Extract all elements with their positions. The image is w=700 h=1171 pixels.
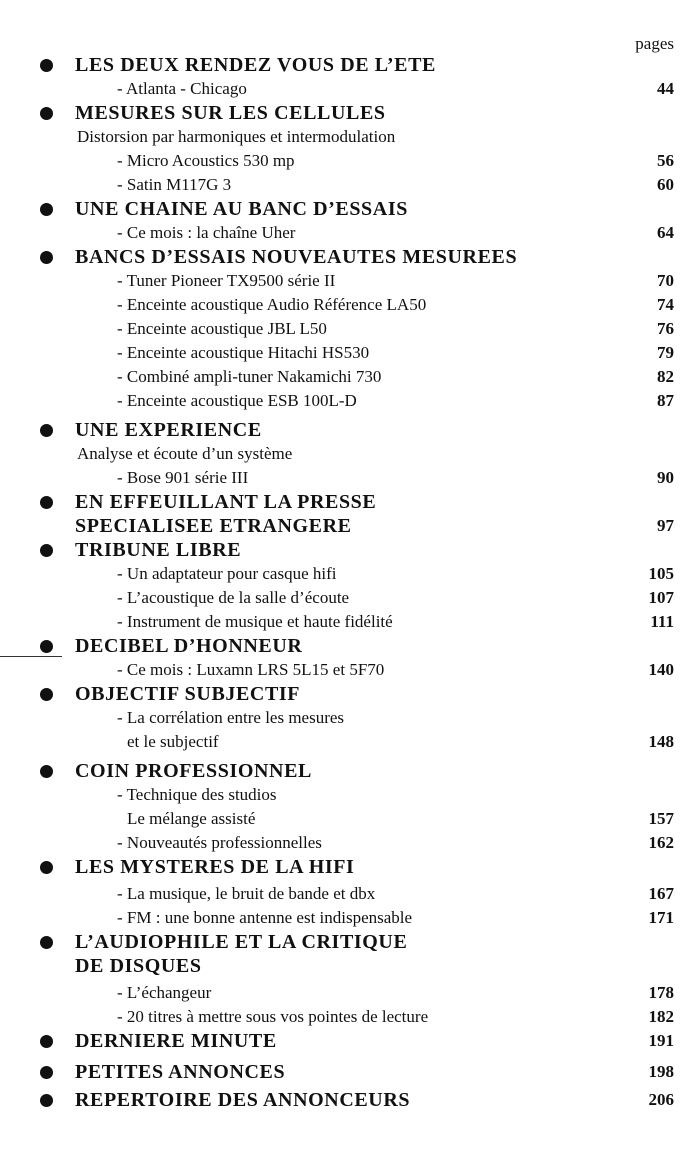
entry-label: - Micro Acoustics 530 mp (117, 151, 295, 170)
page-number: 157 (648, 809, 674, 828)
section-heading (0, 1060, 700, 1084)
page-number: 140 (648, 660, 674, 679)
toc-entry (0, 466, 700, 490)
toc-entry (0, 221, 700, 245)
entry-label: - Nouveautés professionnelles (117, 833, 322, 852)
section-heading (0, 514, 700, 538)
section-heading (0, 1029, 700, 1053)
page-number: 97 (657, 516, 674, 535)
entry-label: - Technique des studios (117, 785, 277, 804)
entry-label: - Combiné ampli-tuner Nakamichi 730 (117, 367, 382, 386)
page-number: 74 (657, 295, 674, 314)
section-title: REPERTOIRE DES ANNONCEURS (75, 1089, 411, 1111)
section-heading (0, 53, 700, 77)
toc-entry (0, 365, 700, 389)
bullet-icon (40, 936, 53, 949)
entry-label: - Enceinte acoustique Audio Référence LA50 (117, 295, 427, 314)
bullet-icon (40, 640, 53, 653)
section-title: COIN PROFESSIONNEL (75, 760, 312, 782)
toc-entry (0, 658, 700, 682)
entry-label: - Atlanta - Chicago (117, 79, 247, 98)
page-number: 82 (657, 367, 674, 386)
toc-entry (0, 807, 700, 831)
section-title: L’AUDIOPHILE ET LA CRITIQUE (75, 931, 408, 953)
bullet-icon (40, 1094, 53, 1107)
entry-label: - Ce mois : Luxamn LRS 5L15 et 5F70 (117, 660, 385, 679)
section-heading (0, 682, 700, 706)
toc-entry (0, 783, 700, 807)
table-of-contents (0, 53, 700, 1112)
section-heading (0, 101, 700, 125)
entry-label: - L’échangeur (117, 983, 212, 1002)
toc-entry (0, 77, 700, 101)
page-number: 44 (657, 79, 674, 98)
section-title: DERNIERE MINUTE (75, 1030, 277, 1052)
entry-label: Distorsion par harmoniques et intermodulation (77, 127, 396, 146)
page-number: 111 (650, 612, 674, 631)
bullet-icon (40, 765, 53, 778)
section-title: EN EFFEUILLANT LA PRESSE (75, 491, 377, 513)
toc-entry (0, 173, 700, 197)
entry-label: - Satin M117G 3 (117, 175, 232, 194)
toc-entry (0, 981, 700, 1005)
page-number: 90 (657, 468, 674, 487)
entry-label: Analyse et écoute d’un système (77, 444, 293, 463)
entry-label: et le subjectif (127, 732, 219, 751)
section-heading (0, 930, 700, 954)
entry-label: - Instrument de musique et haute fidélité (117, 612, 393, 631)
entry-label: - Enceinte acoustique JBL L50 (117, 319, 327, 338)
section-heading (0, 759, 700, 783)
section-title: SPECIALISEE ETRANGERE (75, 515, 352, 537)
entry-label: - Un adaptateur pour casque hifi (117, 564, 337, 583)
page-number: 167 (648, 884, 674, 903)
entry-label: - 20 titres à mettre sous vos pointes de lecture (117, 1007, 429, 1026)
bullet-icon (40, 544, 53, 557)
bullet-icon (40, 251, 53, 264)
page-number: 162 (648, 833, 674, 852)
bullet-icon (40, 496, 53, 509)
section-description (0, 442, 700, 466)
section-heading (0, 538, 700, 562)
entry-label: - Enceinte acoustique Hitachi HS530 (117, 343, 370, 362)
toc-entry (0, 1005, 700, 1029)
section-description (0, 125, 700, 149)
page-number: 182 (648, 1007, 674, 1026)
page-number: 76 (657, 319, 674, 338)
toc-entry (0, 293, 700, 317)
toc-entry (0, 562, 700, 586)
toc-entry (0, 730, 700, 754)
toc-entry (0, 341, 700, 365)
page-number: 198 (648, 1062, 674, 1081)
bullet-icon (40, 203, 53, 216)
toc-entry (0, 317, 700, 341)
pages-column-header: pages (635, 34, 674, 53)
entry-label: - La musique, le bruit de bande et dbx (117, 884, 376, 903)
section-heading (0, 855, 700, 879)
toc-entry (0, 610, 700, 634)
section-heading (0, 634, 700, 658)
section-title: BANCS D’ESSAIS NOUVEAUTES MESUREES (75, 246, 518, 268)
bullet-icon (40, 424, 53, 437)
section-title: OBJECTIF SUBJECTIF (75, 683, 301, 705)
page-number: 70 (657, 271, 674, 290)
section-title: UNE CHAINE AU BANC D’ESSAIS (75, 198, 408, 220)
page-number: 107 (648, 588, 674, 607)
section-heading (0, 954, 700, 978)
section-title: DE DISQUES (75, 955, 202, 977)
entry-label: - Enceinte acoustique ESB 100L-D (117, 391, 357, 410)
entry-label: - FM : une bonne antenne est indispensable (117, 908, 413, 927)
page-number: 105 (648, 564, 674, 583)
page-number: 178 (648, 983, 674, 1002)
toc-entry (0, 586, 700, 610)
section-heading (0, 245, 700, 269)
entry-label: Le mélange assisté (127, 809, 256, 828)
page-number: 64 (657, 223, 674, 242)
entry-label: - Tuner Pioneer TX9500 série II (117, 271, 336, 290)
section-title: PETITES ANNONCES (75, 1061, 286, 1083)
bullet-icon (40, 861, 53, 874)
entry-label: - La corrélation entre les mesures (117, 708, 345, 727)
section-heading (0, 197, 700, 221)
page-number: 56 (657, 151, 674, 170)
section-heading (0, 1088, 700, 1112)
toc-entry (0, 149, 700, 173)
section-heading (0, 418, 700, 442)
section-title: MESURES SUR LES CELLULES (75, 102, 386, 124)
section-title: TRIBUNE LIBRE (75, 539, 242, 561)
toc-entry (0, 269, 700, 293)
entry-label: - L’acoustique de la salle d’écoute (117, 588, 350, 607)
entry-label: - Bose 901 série III (117, 468, 249, 487)
toc-entry (0, 831, 700, 855)
section-title: LES DEUX RENDEZ VOUS DE L’ETE (75, 54, 436, 76)
toc-entry (0, 906, 700, 930)
section-title: UNE EXPERIENCE (75, 419, 262, 441)
section-heading (0, 490, 700, 514)
page-number: 79 (657, 343, 674, 362)
toc-entry (0, 389, 700, 413)
section-title: LES MYSTERES DE LA HIFI (75, 856, 355, 878)
bullet-icon (40, 1035, 53, 1048)
bullet-icon (40, 107, 53, 120)
entry-label: - Ce mois : la chaîne Uher (117, 223, 296, 242)
page-number: 171 (648, 908, 674, 927)
bullet-icon (40, 59, 53, 72)
page-number: 191 (648, 1031, 674, 1050)
page-number: 148 (648, 732, 674, 751)
section-title: DECIBEL D’HONNEUR (75, 635, 303, 657)
toc-entry (0, 882, 700, 906)
bullet-icon (40, 688, 53, 701)
page-number: 206 (648, 1090, 674, 1109)
page-number: 60 (657, 175, 674, 194)
page-number: 87 (657, 391, 674, 410)
toc-entry (0, 706, 700, 730)
bullet-icon (40, 1066, 53, 1079)
